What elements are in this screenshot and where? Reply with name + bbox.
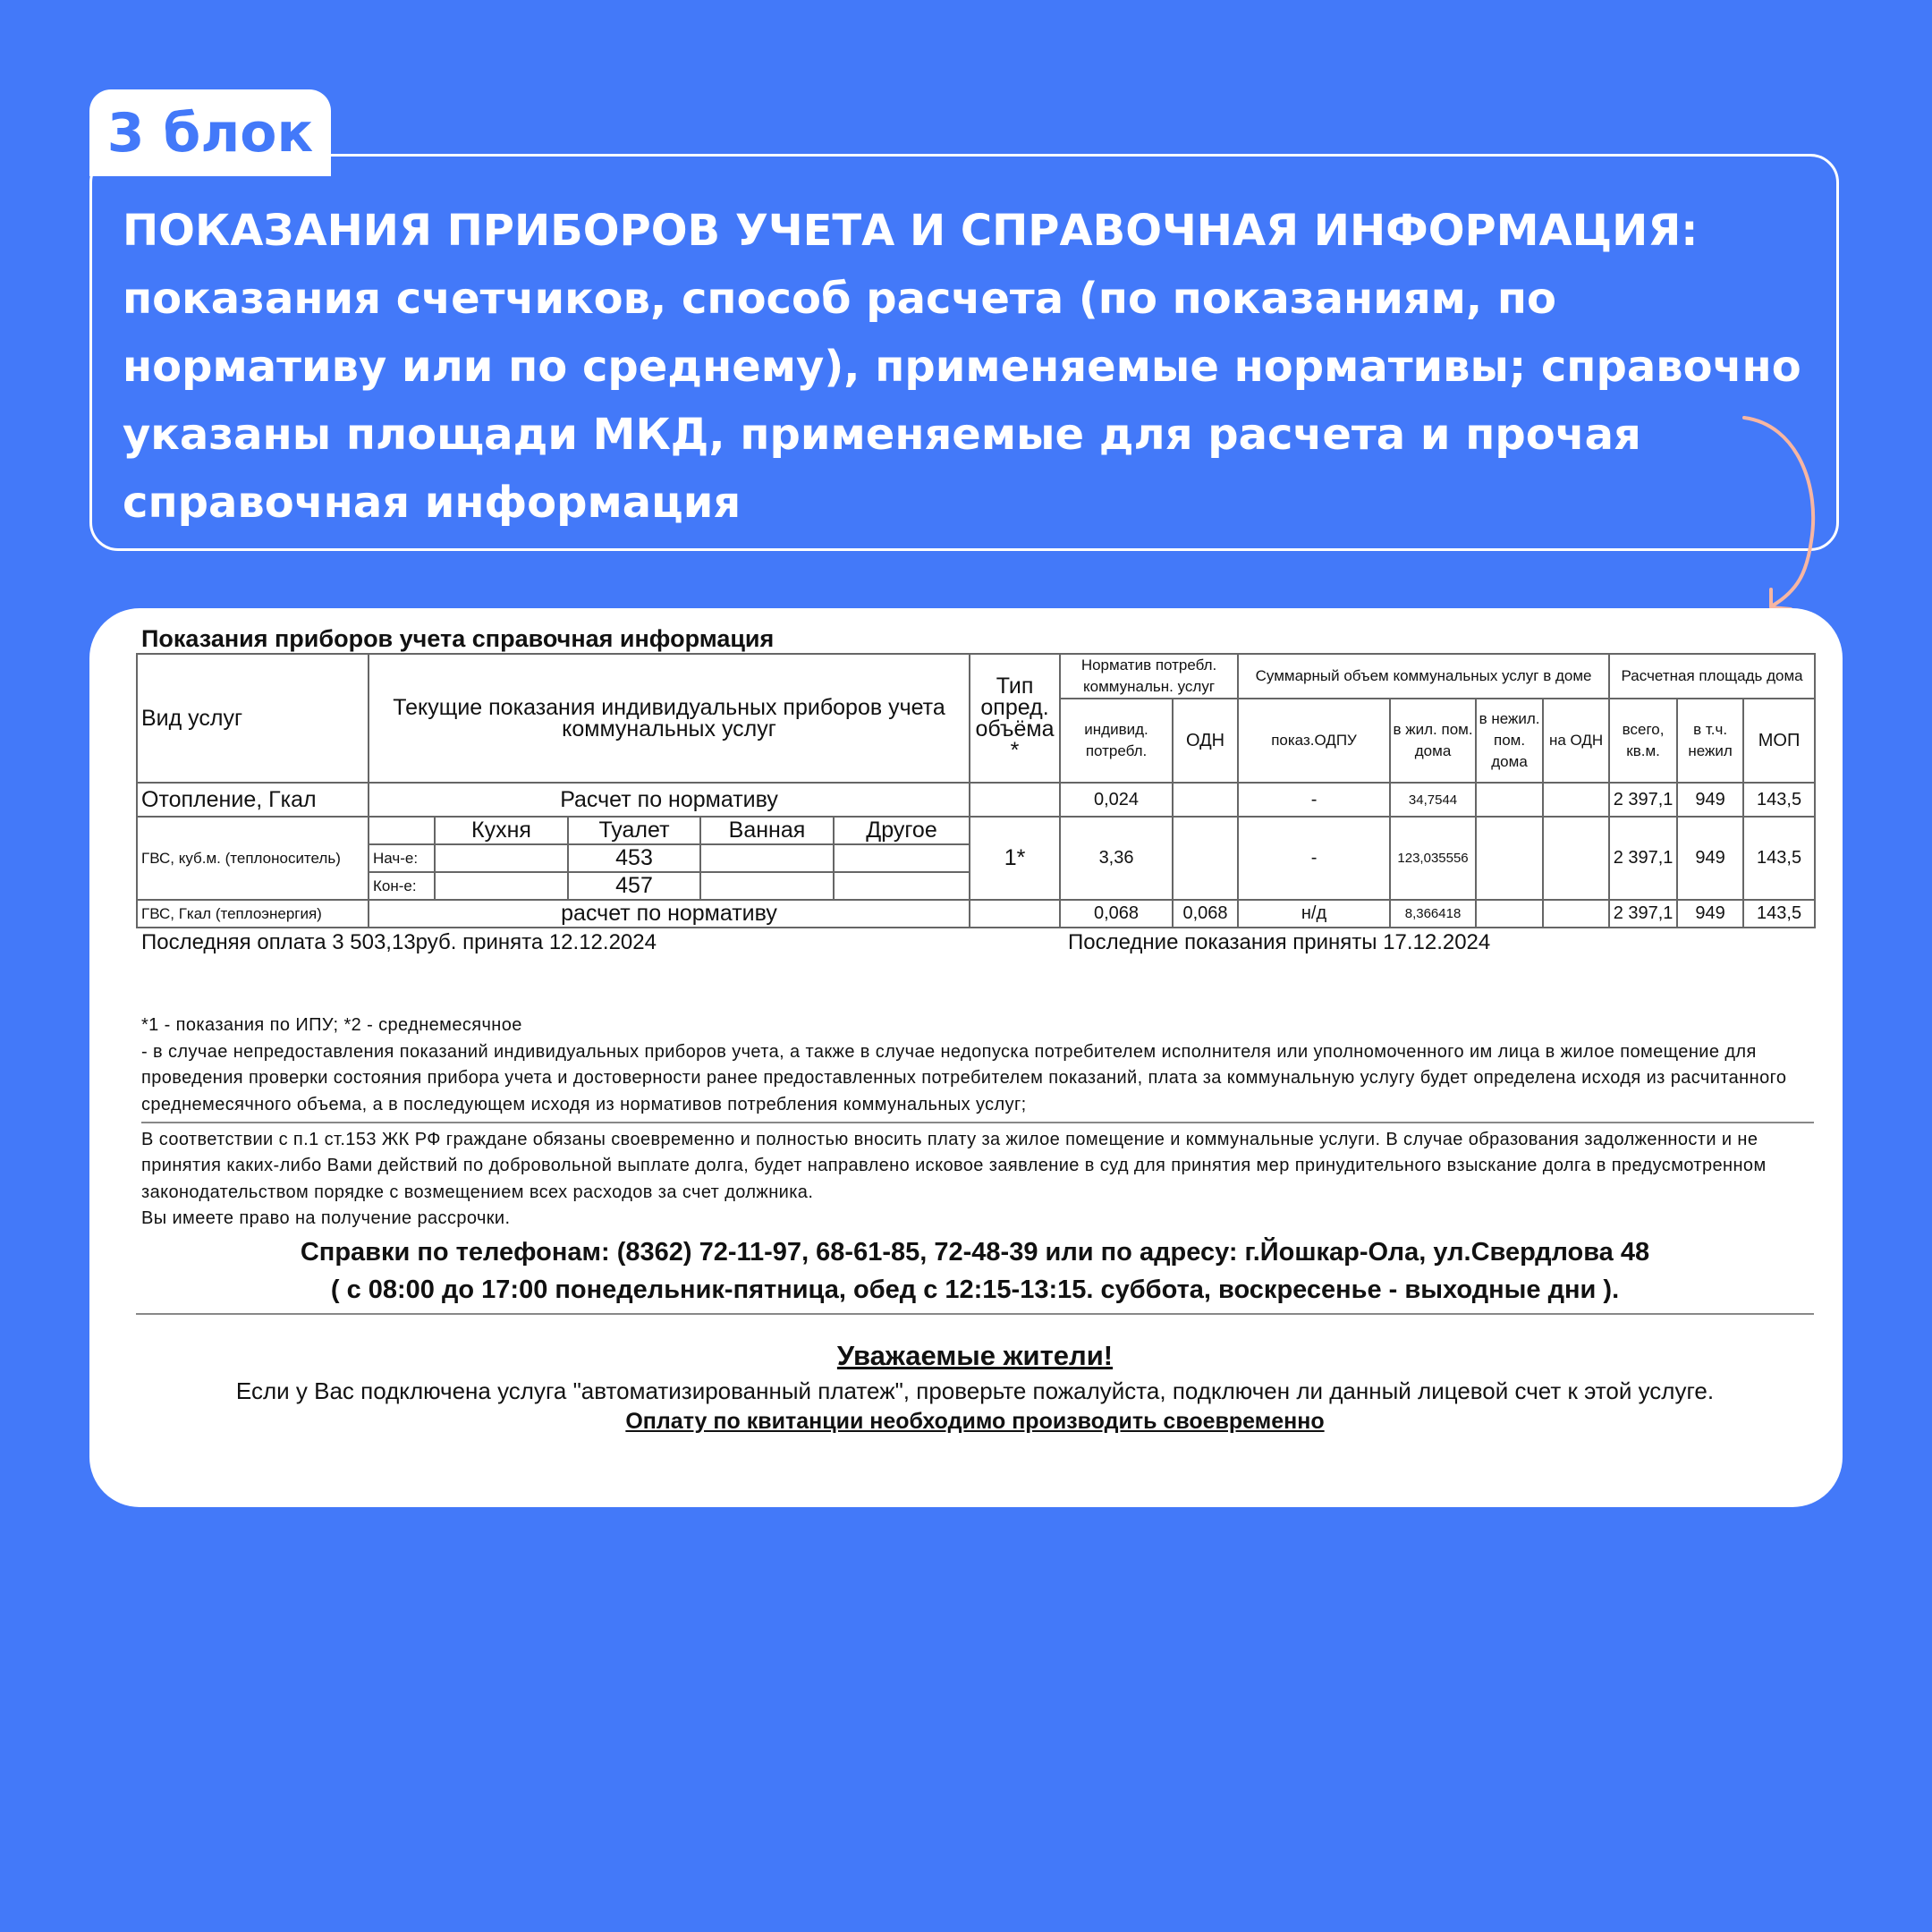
heating-area-total: 2 397,1: [1609, 783, 1677, 817]
heating-living: 34,7544: [1390, 783, 1476, 817]
receipt-card: [89, 608, 1843, 1507]
room-bathroom: Ванная: [700, 817, 834, 844]
header-current-readings: Текущие показания индивидуальных приборов учета коммунальных услуг: [369, 654, 970, 783]
readings-table: [136, 653, 1816, 928]
doc-title: Показания приборов учета справочная информация: [141, 625, 775, 652]
heating-label: Отопление, Гкал: [137, 783, 369, 817]
gvs-heat-calc: расчет по нормативу: [369, 900, 970, 928]
gvs-end-toilet: 457: [568, 872, 700, 900]
header-type: Тип опред. объёма *: [970, 654, 1060, 783]
header-area-mop: МОП: [1743, 699, 1815, 783]
last-payment: Последняя оплата 3 503,13руб. принята 12.12.2024: [141, 930, 657, 954]
pay-on-time: Оплату по квитанции необходимо производить своевременно: [625, 1408, 1325, 1434]
autopay-text: Если у Вас подключена услуга "автоматизированный платеж", проверьте пожалуйста, подключен ли данный лицевой счет к этой услуге.: [235, 1377, 1715, 1404]
header-total-volume: Суммарный объем коммунальных услуг в доме: [1238, 654, 1609, 699]
header-norm: Норматив потребл. коммунальн. услуг: [1060, 654, 1238, 699]
installment-text: Вы имеете право на получение рассрочки.: [141, 1208, 511, 1228]
header-norm-odn: ОДН: [1173, 699, 1238, 783]
header-area: Расчетная площадь дома: [1609, 654, 1815, 699]
gvs-heat-area-total: 2 397,1: [1609, 900, 1677, 928]
room-toilet: Туалет: [568, 817, 700, 844]
gvs-heat-label: ГВС, Гкал (теплоэнергия): [137, 900, 369, 928]
gvs-heat-norm-ind: 0,068: [1060, 900, 1173, 928]
gvs-heat-odpu: н/д: [1238, 900, 1390, 928]
room-kitchen: Кухня: [435, 817, 568, 844]
note-legend: *1 - показания по ИПУ; *2 - среднемесячное: [141, 1015, 522, 1035]
heating-area-nonliving: 949: [1677, 783, 1743, 817]
last-readings: Последние показания приняты 17.12.2024: [1068, 930, 1491, 954]
gvs-area-mop: 143,5: [1743, 817, 1815, 900]
heating-norm-ind: 0,024: [1060, 783, 1173, 817]
block-tag-label: 3 блок: [106, 101, 314, 165]
gvs-heat-area-nonliving: 949: [1677, 900, 1743, 928]
gvs-living: 123,035556: [1390, 817, 1476, 900]
gvs-type: 1*: [970, 817, 1060, 900]
gvs-label: ГВС, куб.м. (теплоноситель): [137, 817, 369, 900]
receipt-document: [136, 624, 1814, 1435]
gvs-start-label: Нач-е:: [369, 844, 435, 872]
table-row-gvs-heat: [137, 900, 1815, 928]
heating-odpu: -: [1238, 783, 1390, 817]
header-odpu: показ.ОДПУ: [1238, 699, 1390, 783]
gvs-odpu: -: [1238, 817, 1390, 900]
header-norm-ind: индивид. потребл.: [1060, 699, 1173, 783]
law-section: [136, 1127, 1814, 1233]
heating-calc: Расчет по нормативу: [369, 783, 970, 817]
gvs-area-nonliving: 949: [1677, 817, 1743, 900]
room-other: Другое: [834, 817, 970, 844]
gvs-heat-area-mop: 143,5: [1743, 900, 1815, 928]
gvs-area-total: 2 397,1: [1609, 817, 1677, 900]
note-no-readings: - в случае непредоставления показаний индивидуальных приборов учета, а также в случае недопуска потребителем исполнителя или уполномоченного им лица в жилое помещение для проведения проверки состояния прибора учета и достоверности ранее предоставленных потребителем показаний, плата за коммунальную услугу будет определена исходя из расчитанного среднемесячного объема, а в последующем исходя из нормативов потребления коммунальных услуг;: [141, 1041, 1787, 1114]
payment-line: [136, 928, 1814, 959]
divider: [136, 1313, 1814, 1315]
heating-area-mop: 143,5: [1743, 783, 1815, 817]
header-nonliving: в нежил. пом. дома: [1476, 699, 1543, 783]
gvs-start-toilet: 453: [568, 844, 700, 872]
hours-line: ( с 08:00 до 17:00 понедельник-пятница, обед с 12:15-13:15. суббота, воскресенье - выходные дни ).: [330, 1275, 1620, 1304]
note-tampering: [141, 1118, 1814, 1123]
gvs-norm-ind: 3,36: [1060, 817, 1173, 900]
law-text: В соответствии с п.1 ст.153 ЖК РФ граждане обязаны своевременно и полностью вносить плату за жилое помещение и коммунальные услуги. В случае образования задолженности и не принятия каких-либо Вами действий по добровольной выплате долга, будет направлено исковое заявление в суд для принятия мер принудительного взыскание долга в предусмотренном законодательством порядке с возмещением всех расходов за счет должника.: [141, 1129, 1767, 1202]
header-service: Вид услуг: [137, 654, 369, 783]
header-on-odn: на ОДН: [1543, 699, 1609, 783]
curved-arrow-icon: [1735, 407, 1843, 622]
phone-line: Справки по телефонам: (8362) 72-11-97, 68-61-85, 72-48-39 или по адресу: г.Йошкар-Ола, ул.Свердлова 48: [300, 1237, 1650, 1267]
dear-residents: Уважаемые жители!: [836, 1339, 1114, 1371]
header-area-total: всего, кв.м.: [1609, 699, 1677, 783]
info-box: [89, 154, 1839, 551]
gvs-end-label: Кон-е:: [369, 872, 435, 900]
notes-clipped: [141, 1039, 1814, 1123]
info-text: ПОКАЗАНИЯ ПРИБОРОВ УЧЕТА И СПРАВОЧНАЯ ИНФОРМАЦИЯ: показания счетчиков, способ расчета (по показаниям, по нормативу или по среднему), применяемые нормативы; справочно указаны площади МКД, применяемые для расчета и прочая справочная информация: [123, 206, 1801, 528]
header-area-nonliving: в т.ч. нежил: [1677, 699, 1743, 783]
gvs-heat-norm-odn: 0,068: [1173, 900, 1238, 928]
notes-section: [136, 1013, 1814, 1123]
table-row-gvs: [137, 817, 1815, 844]
header-living: в жил. пом. дома: [1390, 699, 1476, 783]
table-row-heating: [137, 783, 1815, 817]
gvs-heat-living: 8,366418: [1390, 900, 1476, 928]
